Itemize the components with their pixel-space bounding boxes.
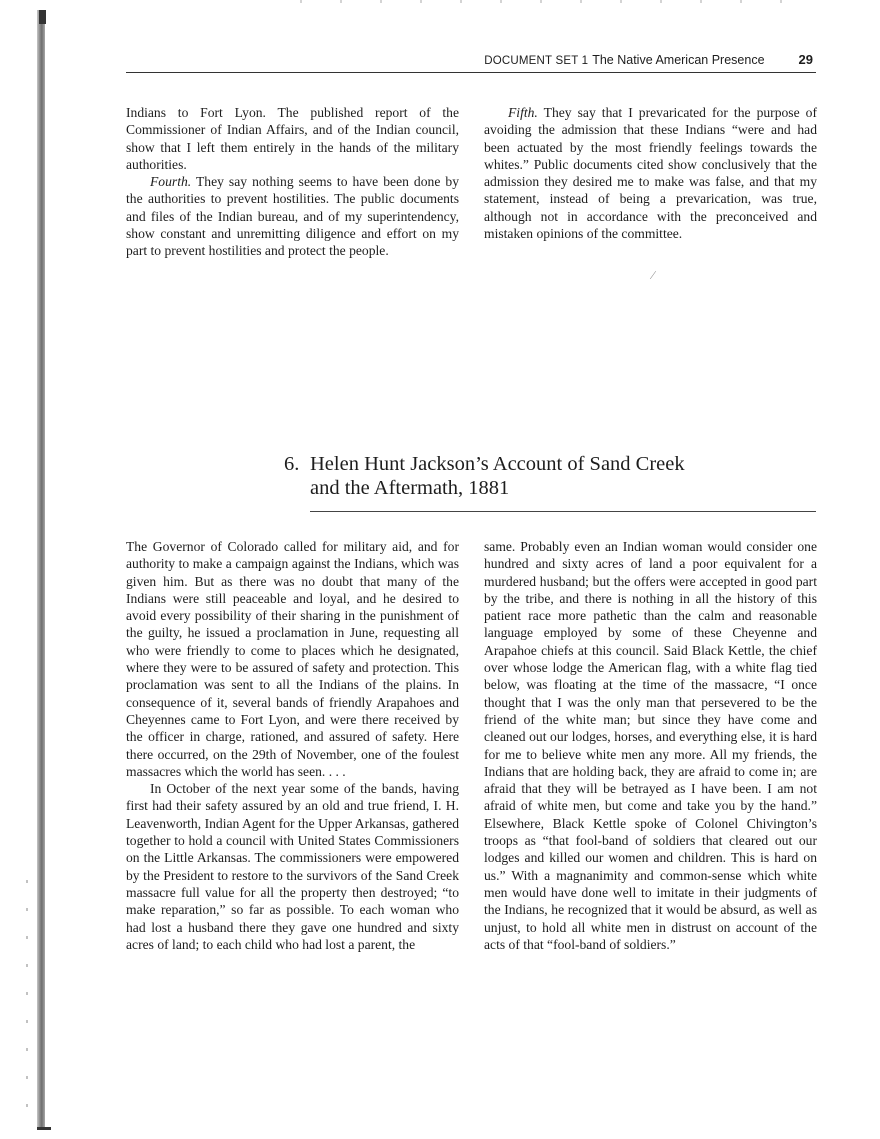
chapter-title: The Native American Presence [592,53,765,67]
paragraph-body: They say nothing seems to have been done by the authorities to prevent hostilities. The public documents and files of the Indian bureau, and of my superintendency, show constant and unremitting diligence and effort on my part to prevent hostilities and protect the people. [126,174,459,259]
document-title-line-1: Helen Hunt Jackson’s Account of Sand Creek [310,453,685,475]
document-set-label: DOCUMENT SET 1 [484,55,589,67]
paragraph: Indians to Fort Lyon. The published report of the Commissioner of Indian Affairs, and of the Indian council, show that I left them entirely in the hands of the military authorities. [126,105,459,172]
document-title-line-2: and the Aftermath, 1881 [310,477,510,499]
scan-stray-mark: ∕ [652,268,655,282]
paragraph-lead: Fifth. [508,105,538,120]
bottom-left-column [126,538,459,953]
bottom-right-column [484,538,817,953]
book-spine-shadow-top [39,10,46,24]
paragraph: The Governor of Colorado called for military aid, and for authority to make a campaign against the Indians, which was given him. But as there was no doubt that many of the Indians were still peaceable and loyal, and he desired to avoid every possibility of their sharing in the punishment of the guilty, he issued a proclamation in June, requesting all who were friendly to come to places which he designated, where they were to be assured of safety and protection. This proclamation was sent to all the Indians of the plains. In consequence of it, several bands of friendly Arapahoes and Cheyennes came to Fort Lyon, and were there received by the officer in charge, rationed, and assured of safety. Here there occurred, on the 29th of November, one of the foulest massacres which the world has seen. . . . [126,539,459,779]
book-spine-shadow [37,10,45,1130]
top-left-column [126,104,459,260]
running-head [126,52,816,73]
page-number: 29 [798,52,813,67]
paragraph: same. Probably even an Indian woman would consider one hundred and sixty acres of land a poor equivalent for a murdered husband; but the offers were accepted in good part by the tribe, and there is nothing in all the history of this patient race more pathetic than the calm and reasonable language employed by some of these Cheyenne and Arapahoe chiefs at this council. Said Black Kettle, the chief over whose lodge the American flag, with a white flag tied below, was floating at the time of the massacre, “I once thought that I was the only man that persevered to be the friend of the white man; but since they have come and cleaned out our lodges, horses, and everything else, it is hard for me to believe white men any more. All my friends, the Indians that are holding back, they are afraid to come in; are afraid that they will be betrayed as I have been. I am not afraid of white men, but come and take you by the hand.” Elsewhere, Black Kettle spoke of Colonel Chivington’s troops as “that fool-band of soldiers that cleared out our lodges and killed our women and children. This is hard on us.” With a magnanimity and common-sense which white men would have done well to imitate in their judgments of the Indians, he recognized that it would be absurd, as well as unjust, to hold all white men in distrust on account of the acts of that “fool-band of soldiers.” [484,539,817,952]
scan-margin-dots [26,880,28,1130]
book-spine-shadow-foot [37,1127,51,1130]
paragraph-lead: Fourth. [150,174,192,190]
paragraph: In October of the next year some of the bands, having first had their safety assured by an old and true friend, I. H. Leavenworth, Indian Agent for the Upper Arkansas, gathered together to hold a council with United States Commissioners on the Little Arkansas. The commissioners were empowered by the President to restore to the survivors of the Sand Creek massacre full value for all the property then destroyed; “to make reparation,” so far as possible. To each woman who had lost a husband there they gave one hundred and sixty acres of land; to each child who had lost a parent, the [126,781,459,952]
document-number: 6. [284,453,300,475]
paragraph-body: They say that I prevaricated for the purpose of avoiding the admission that these Indians “were and had been actuated by the most friendly feelings towards the whites.” Public documents cited show conclusively that the admission they desired me to make was false, and that my statement, instead of being a prevarication, was true, although not in accordance with the preconceived and mistaken opinions of the committee. [484,105,817,242]
paragraph-fourth [126,173,459,259]
heading-rule [310,511,816,512]
top-right-column [484,104,817,242]
document-heading [284,452,814,500]
scan-artifact [300,0,820,3]
paragraph-fifth [484,104,817,242]
